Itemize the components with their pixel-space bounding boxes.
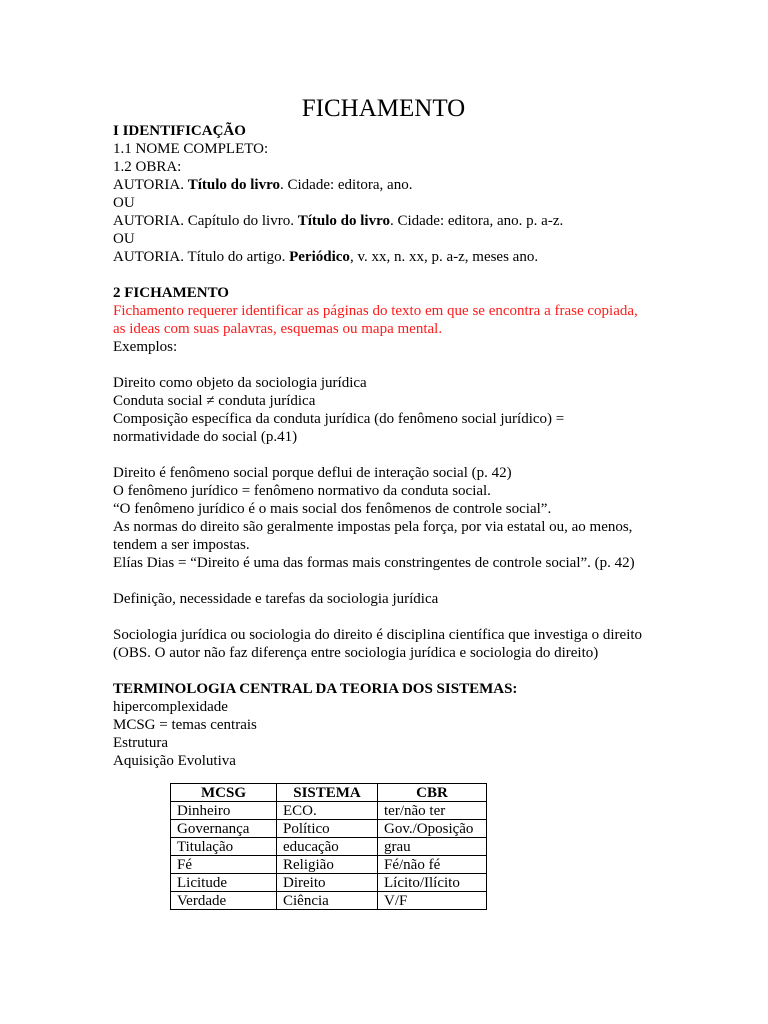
- paragraph-line: Composição específica da conduta jurídica (do fenômeno social jurídico) =: [113, 411, 565, 427]
- table-cell: ter/não ter: [378, 802, 487, 820]
- column-header-cbr: CBR: [378, 784, 487, 802]
- blank-line: [113, 662, 673, 680]
- instruction-note-line: as ideas com suas palavras, esquemas ou mapa mental.: [113, 321, 443, 337]
- section-heading-terminologia: TERMINOLOGIA CENTRAL DA TEORIA DOS SISTEMAS:: [113, 681, 518, 697]
- paragraph-line: Sociologia jurídica ou sociologia do direito é disciplina científica que investiga o direito: [113, 627, 643, 643]
- section-heading-identificacao: I IDENTIFICAÇÃO: [113, 123, 246, 139]
- table-cell: Político: [277, 820, 378, 838]
- paragraph-line: normatividade do social (p.41): [113, 429, 298, 445]
- paragraph-line: tendem a ser impostas.: [113, 537, 250, 553]
- column-header-sistema: SISTEMA: [277, 784, 378, 802]
- paragraph-line: O fenômeno jurídico = fenômeno normativo da conduta social.: [113, 483, 491, 499]
- table-cell: Licitude: [171, 874, 277, 892]
- document-body: [113, 122, 673, 770]
- term-item: Estrutura: [113, 735, 168, 751]
- table-row: [171, 802, 487, 820]
- section-heading-fichamento: 2 FICHAMENTO: [113, 285, 229, 301]
- systems-table: [170, 783, 487, 910]
- table-cell: Fé: [171, 856, 277, 874]
- term-item: MCSG = temas centrais: [113, 717, 257, 733]
- field-obra: 1.2 OBRA:: [113, 159, 182, 175]
- blank-line: [113, 356, 673, 374]
- table-cell: Lícito/Ilícito: [378, 874, 487, 892]
- table-row: [171, 874, 487, 892]
- reference-format-book: AUTORIA. Título do livro. Cidade: editora, ano.: [113, 177, 413, 193]
- examples-label: Exemplos:: [113, 339, 178, 355]
- table-cell: Titulação: [171, 838, 277, 856]
- table-row: [171, 820, 487, 838]
- table-cell: Direito: [277, 874, 378, 892]
- table-cell: Fé/não fé: [378, 856, 487, 874]
- or-separator: OU: [113, 195, 135, 211]
- table-cell: educação: [277, 838, 378, 856]
- table-cell: V/F: [378, 892, 487, 910]
- paragraph-line: Direito é fenômeno social porque deflui de interação social (p. 42): [113, 465, 512, 481]
- table-cell: Verdade: [171, 892, 277, 910]
- reference-format-chapter: AUTORIA. Capítulo do livro. Título do livro. Cidade: editora, ano. p. a-z.: [113, 213, 564, 229]
- field-nome-completo: 1.1 NOME COMPLETO:: [113, 141, 269, 157]
- table-cell: Ciência: [277, 892, 378, 910]
- document-title: FICHAMENTO: [301, 95, 466, 122]
- paragraph-line: Definição, necessidade e tarefas da sociologia jurídica: [113, 591, 439, 607]
- column-header-mcsg: MCSG: [171, 784, 277, 802]
- paragraph-line: Conduta social ≠ conduta jurídica: [113, 393, 316, 409]
- table-cell: Governança: [171, 820, 277, 838]
- table-row: [171, 856, 487, 874]
- table-cell: Dinheiro: [171, 802, 277, 820]
- table-row: [171, 892, 487, 910]
- instruction-note-line: Fichamento requerer identificar as páginas do texto em que se encontra a frase copiada,: [113, 303, 638, 319]
- blank-line: [113, 608, 673, 626]
- table-cell: grau: [378, 838, 487, 856]
- or-separator: OU: [113, 231, 135, 247]
- paragraph-line: As normas do direito são geralmente impostas pela força, por via estatal ou, ao menos,: [113, 519, 633, 535]
- paragraph-line: (OBS. O autor não faz diferença entre sociologia jurídica e sociologia do direito): [113, 645, 599, 661]
- term-item: Aquisição Evolutiva: [113, 753, 236, 769]
- paragraph-line: “O fenômeno jurídico é o mais social dos fenômenos de controle social”.: [113, 501, 552, 517]
- table-cell: Religião: [277, 856, 378, 874]
- paragraph-line: Direito como objeto da sociologia jurídica: [113, 375, 367, 391]
- blank-line: [113, 446, 673, 464]
- paragraph-line: Elías Dias = “Direito é uma das formas mais constringentes de controle social”. (p. 42): [113, 555, 635, 571]
- reference-format-article: AUTORIA. Título do artigo. Periódico, v. xx, n. xx, p. a-z, meses ano.: [113, 249, 539, 265]
- table-cell: Gov./Oposição: [378, 820, 487, 838]
- table-header-row: [171, 784, 487, 802]
- table-row: [171, 838, 487, 856]
- table-cell: ECO.: [277, 802, 378, 820]
- term-item: hipercomplexidade: [113, 699, 228, 715]
- blank-line: [113, 266, 673, 284]
- blank-line: [113, 572, 673, 590]
